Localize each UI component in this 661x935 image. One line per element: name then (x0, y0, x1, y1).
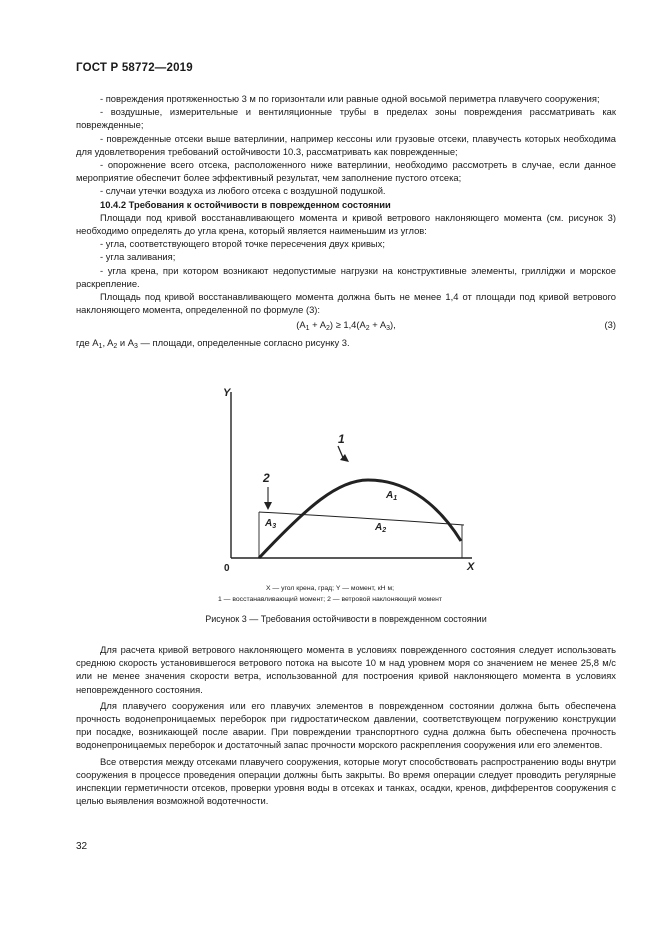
y-axis-label: Y (223, 387, 231, 399)
area-a2-label: $A_2$ (375, 522, 387, 534)
figure-caption: Рисунок 3 — Требования остойчивости в поврежденном состоянии (205, 614, 487, 624)
paragraph: Для плавучего сооружения или его плавучих элементов в поврежденном состоянии должна быть обеспечена прочность водонепроницаемых переборок при гидростатическом давлении, соответствующем погружению конструкции при посадке, возникающей после аварии. При повреждении транспортного судна должна быть обеспечена прочность водонепроницаемых переборок и достаточный запас прочности морского раскрепления сооружения или его элементов. (76, 699, 616, 751)
curve-1-label: 1 (338, 432, 345, 446)
wind-heeling-moment-curve (259, 512, 464, 525)
paragraph: Для расчета кривой ветрового наклоняющего момента в условиях поврежденного состояния следует использовать среднюю скорость установившегося ветрового потока на высоте 10 м над уровнем моря со значением не менее 25,8 м/с или не менее значения скорости ветра, использованной для построения кривой наклоняющего момента в условиях неповрежденного состояния. (76, 644, 616, 695)
list-item: - угла заливания; (100, 251, 176, 263)
x-axis-label: X (467, 561, 475, 573)
paragraph: Площадь под кривой восстанавливающего момента должна быть не менее 1,4 от площади под кривой ветрового наклоняющего момента, определенной по формуле (3): (76, 291, 616, 316)
paragraph: Площади под кривой восстанавливающего момента и кривой ветрового наклоняющего момента (см. рисунок 3) необходимо определять до угла крена, который является наименьшим из углов: (76, 211, 616, 237)
formula-expression: $(A_1 + A_2) \ge 1,4(A_2 + A_3)$, (296, 319, 396, 333)
stability-diagram (218, 380, 488, 580)
curve-2-arrowhead (264, 502, 272, 510)
area-a1-label: $A_1$ (386, 490, 398, 502)
curve-2-label: 2 (263, 471, 270, 485)
list-item: - поврежденные отсеки выше ватерлинии, например кессоны или грузовые отсеки, плавучесть которых необходима для удовлетворения требований остойчивости 10.3, рассматривать как поврежденные; (76, 132, 616, 157)
formula-explanation: где $A_1$, $A_2$ и $A_3$ — площади, определенные согласно рисунку 3. (76, 337, 350, 351)
list-item: - угла, соответствующего второй точке пересечения двух кривых; (100, 238, 385, 250)
figure-legend-axes: X — угол крена, град; Y — момент, кН м; (265, 585, 395, 592)
list-item: - воздушные, измерительные и вентиляционные трубы в пределах зоны повреждения рассматривать как поврежденные; (76, 106, 616, 131)
section-wind-and-bulkheads (76, 643, 616, 810)
origin-label: 0 (224, 563, 230, 574)
area-a3-label: $A_3$ (265, 518, 277, 530)
section-heading: 10.4.2 Требования к остойчивости в поврежденном состоянии (100, 198, 391, 210)
formula-3 (76, 318, 616, 333)
restoring-moment-curve (259, 480, 461, 558)
figure-legend (150, 583, 510, 605)
page-number: 32 (76, 841, 88, 852)
list-item: - опорожнение всего отсека, расположенного ниже ватерлинии, необходимо рассмотреть в случае, если данное мероприятие обеспечит более эффективный результат, чем заполнение пустого отсека; (76, 159, 616, 184)
list-item: - угла крена, при котором возникают недопустимые нагрузки на конструктивные элементы, грилліджи и морское раскрепление. (76, 264, 616, 289)
page-header-doc-id: ГОСТ Р 58772—2019 (76, 62, 193, 74)
figure-legend-curves: 1 — восстанавливающий момент; 2 — ветровой наклоняющий момент (218, 596, 442, 603)
section-damaged-stability (76, 92, 616, 350)
formula-number: (3) (604, 319, 616, 331)
paragraph: Все отверстия между отсеками плавучего сооружения, которые могут способствовать распространению воды внутри сооружения в процессе проведения операции должны быть закрыты. Во время операции следует проводить регулярные инспекции герметичности отсеков, проверки уровня воды в отсеках и танках, осадки, кренов, дифферентов сооружения с целью выявления возможной водотечности. (76, 755, 616, 807)
list-item: - случаи утечки воздуха из любого отсека с воздушной подушкой. (100, 185, 386, 197)
list-item: - повреждения протяженностью 3 м по горизонтали или равные одной восьмой периметра плавучего сооружения; (100, 93, 600, 104)
